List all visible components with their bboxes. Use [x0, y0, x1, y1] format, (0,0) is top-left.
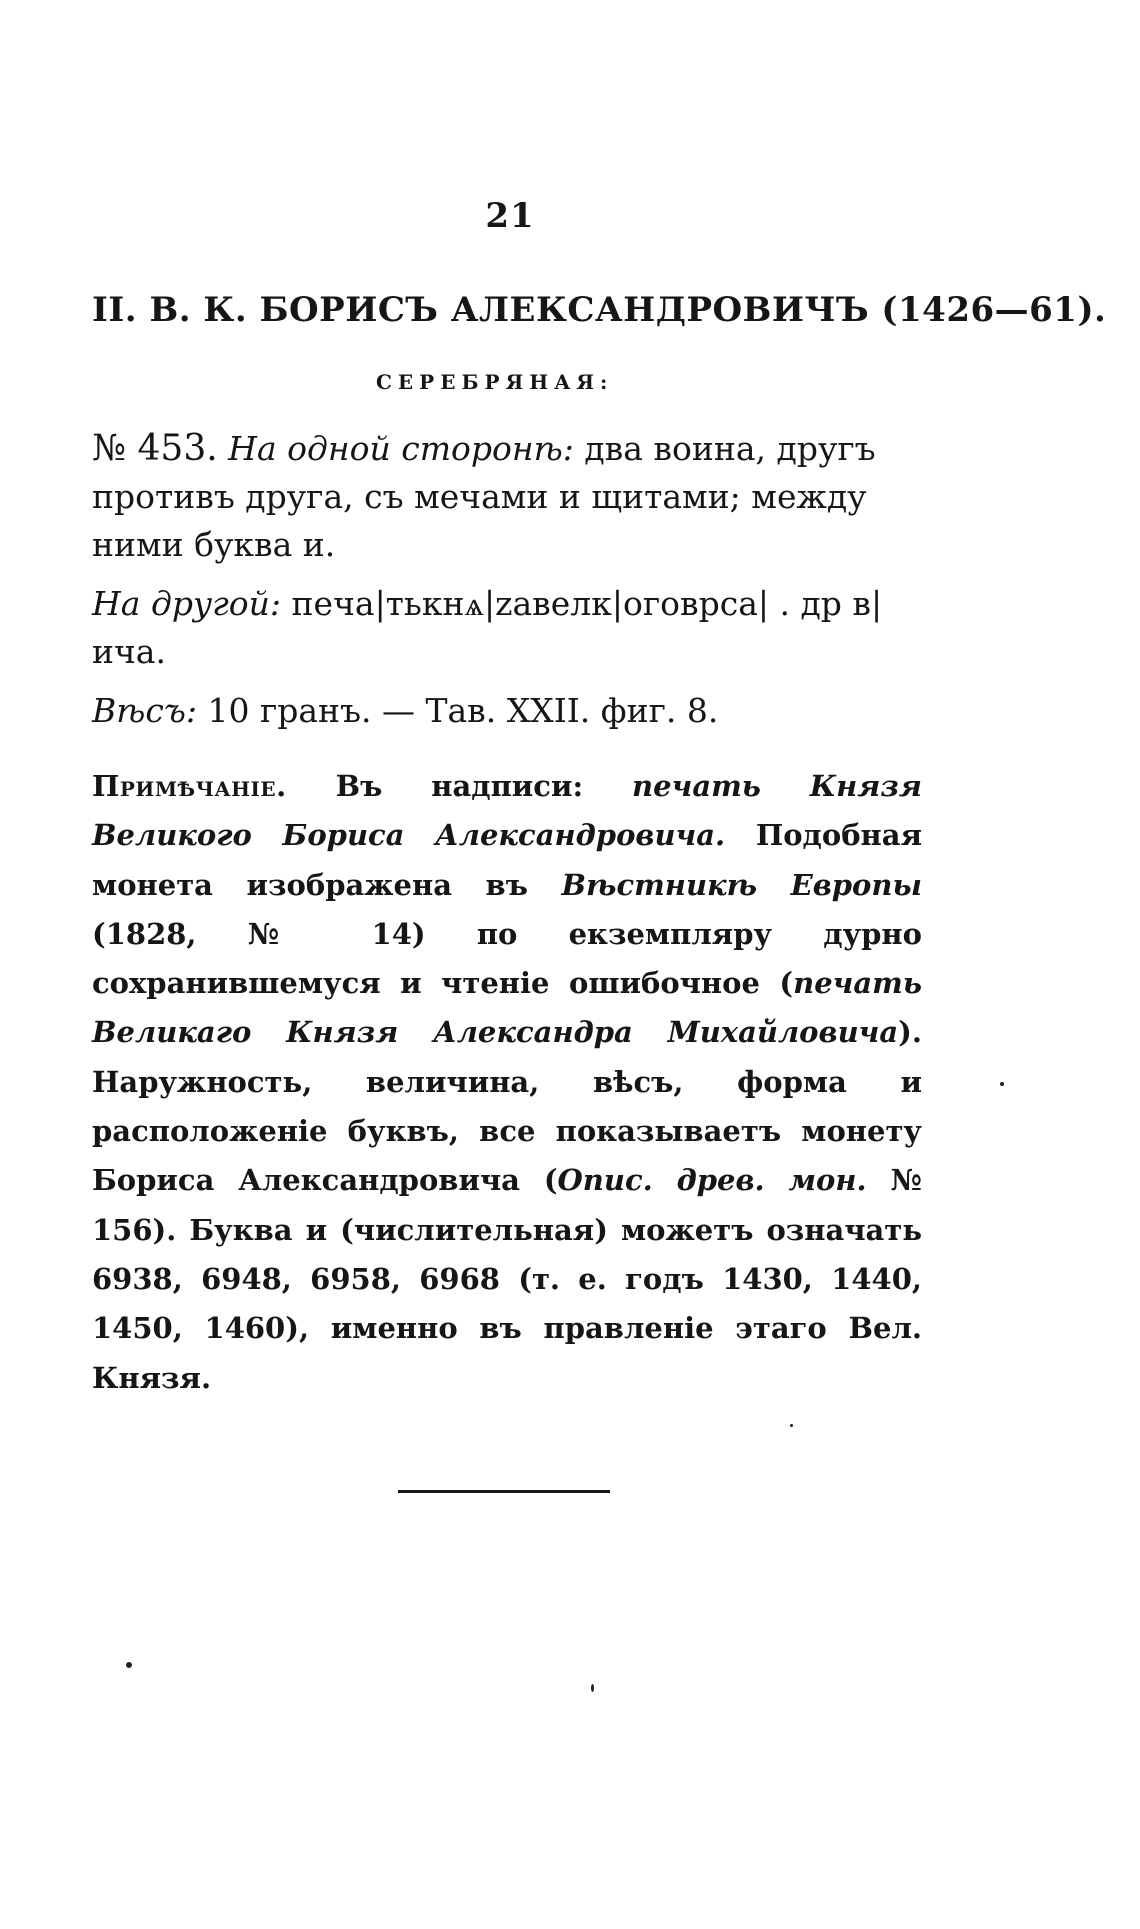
note-italic: печать Великаго Князя Александра Михайловича	[92, 966, 922, 1050]
weight-lead: Вѣсъ:	[92, 691, 197, 730]
note-text: № 156). Буква и (числительная) можетъ означать 6938, 6948, 6958, 6968 (т. е. годъ 1430, 1440, 1450, 1460), именно въ правленіе этаго Вел. Князя.	[92, 1163, 922, 1395]
obverse-description: два воина, другъ противъ друга, съ мечами и щитами; между ними буква и.	[92, 429, 876, 564]
print-speck	[591, 1684, 594, 1692]
coin-entry-reverse	[92, 580, 922, 676]
note-text: Въ надписи:	[335, 769, 633, 803]
section-divider	[398, 1490, 610, 1493]
note-text: Подобная монета изображена въ	[92, 818, 922, 902]
note-italic: Опис. древ. мон.	[557, 1163, 867, 1198]
note-text: (1828, № 14) по екземпляру дурно сохранившемуся и чтеніе ошибочное (	[92, 916, 922, 1001]
catalog-number: № 453.	[92, 428, 218, 469]
note-text: ). Наружность, величина, вѣсъ, форма и расположеніе буквъ, все показываетъ монету Бориса Александровича (	[92, 1015, 922, 1198]
note-label: Примѣчаніе.	[92, 769, 287, 803]
coin-entry-weight	[92, 687, 922, 735]
obverse-lead: На одной сторонѣ:	[228, 429, 574, 468]
weight-value: 10 гранъ. — Тав. XXII. фиг. 8.	[207, 691, 719, 730]
note-paragraph	[92, 762, 922, 1403]
print-speck	[790, 1424, 793, 1427]
print-speck	[126, 1662, 132, 1668]
page-number: 21	[485, 196, 535, 236]
subsection-heading: СЕРЕБРЯНАЯ:	[376, 370, 614, 394]
print-speck	[1000, 1082, 1004, 1086]
note-italic: Вѣстникѣ Европы	[561, 867, 922, 902]
reverse-lead: На другой:	[92, 584, 282, 623]
note-italic: печать Князя Великого Бориса Александровича.	[92, 769, 922, 853]
reverse-inscription: печа|тькнѧ|zавелк|оговрса| . др в|ича.	[92, 584, 883, 671]
section-heading: II. В. К. БОРИСЪ АЛЕКСАНДРОВИЧЪ (1426—61).	[92, 290, 1107, 330]
coin-entry-obverse	[92, 425, 922, 569]
